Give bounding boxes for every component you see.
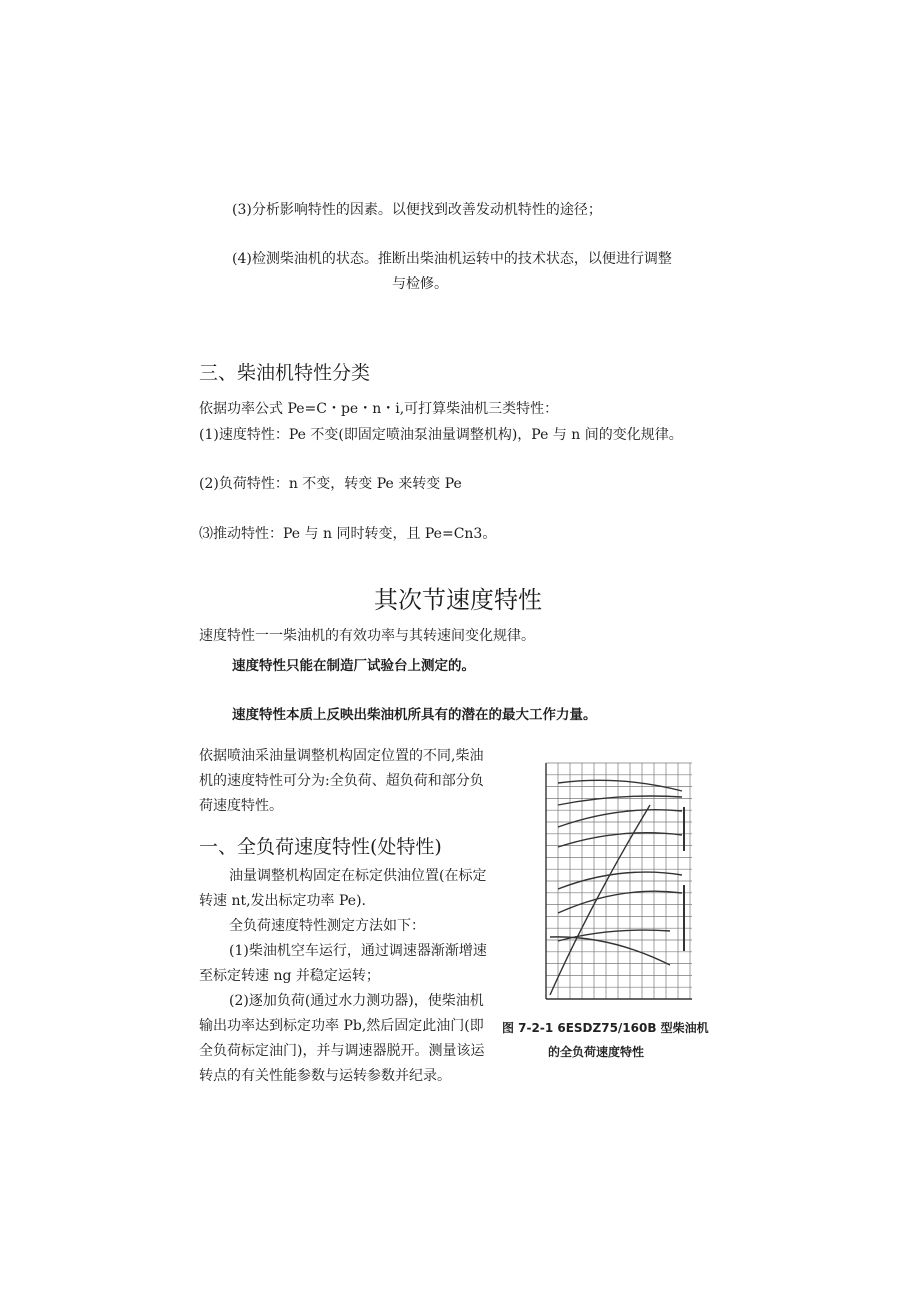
curve-1 <box>558 780 682 791</box>
classification-text: 依据喷油采油量调整机构固定位置的不同,柴油机的速度特性可分为:全负荷、超负荷和部分负荷速度特性。 <box>199 748 484 814</box>
classification-paragraph <box>199 744 491 819</box>
section-two-heading: 其次节速度特性 <box>374 586 542 614</box>
speed-characteristic: (1)速度特性：Pe 不变(即固定喷油泵油量调整机构)，Pe 与 n 间的变化规律。 <box>199 427 683 443</box>
speed-definition: 速度特性一一柴油机的有效功率与其转速间变化规律。 <box>199 628 535 644</box>
full-load-subheading: 一、全负荷速度特性(处特性) <box>199 836 442 858</box>
figure-caption-line2: 的全负荷速度特性 <box>548 1045 645 1059</box>
bold-statement-2: 速度特性本质上反映出柴油机所具有的潜在的最大工作力量。 <box>232 707 597 723</box>
curve-6 <box>558 891 682 913</box>
full-load-speed-chart <box>510 755 700 1007</box>
curve-8 <box>550 937 670 965</box>
curve-5 <box>558 872 682 889</box>
curve-2 <box>558 796 682 805</box>
propulsion-characteristic: ⑶推动特性：Pe 与 n 同时转变，且 Pe=Cn3。 <box>199 526 497 542</box>
intro-item-3: (3)分析影响特性的因素。以便找到改善发动机特性的途径； <box>232 202 602 218</box>
curve-9 <box>558 930 670 941</box>
paragraph-3: (1)柴油机空车运行，通过调速器渐渐增速至标定转速 ng 并稳定运转； <box>199 943 487 984</box>
section-3-heading: 三、柴油机特性分类 <box>199 362 371 384</box>
paragraph-1: 油量调整机构固定在标定供油位置(在标定转速 nt,发出标定功率 Pe). <box>199 868 487 909</box>
bold-statement-1: 速度特性只能在制造厂试验台上测定的。 <box>232 658 475 674</box>
intro-item-4-line2: 与检修。 <box>392 276 448 292</box>
full-load-body <box>199 864 491 1089</box>
curve-3 <box>558 810 682 827</box>
paragraph-4: (2)逐加负荷(通过水力测功器)，使柴油机输出功率达到标定功率 Pb,然后固定此油门(即全负荷标定油门)，并与调速器脱开。测量该运转点的有关性能参数与运转参数并纪录。 <box>199 993 485 1084</box>
paragraph-2: 全负荷速度特性测定方法如下： <box>229 918 425 934</box>
load-characteristic: (2)负荷特性：n 不变，转变 Pe 来转变 Pe <box>199 476 462 492</box>
curve-4 <box>558 833 682 847</box>
figure-caption-line1: 图 7-2-1 6ESDZ75/160B 型柴油机 <box>502 1021 709 1035</box>
formula-line: 依据功率公式 Pe=C・pe・n・i,可打算柴油机三类特性： <box>199 401 559 417</box>
intro-item-4-line1: (4)检测柴油机的状态。推断出柴油机运转中的技术状态，以便进行调整 <box>232 251 672 267</box>
